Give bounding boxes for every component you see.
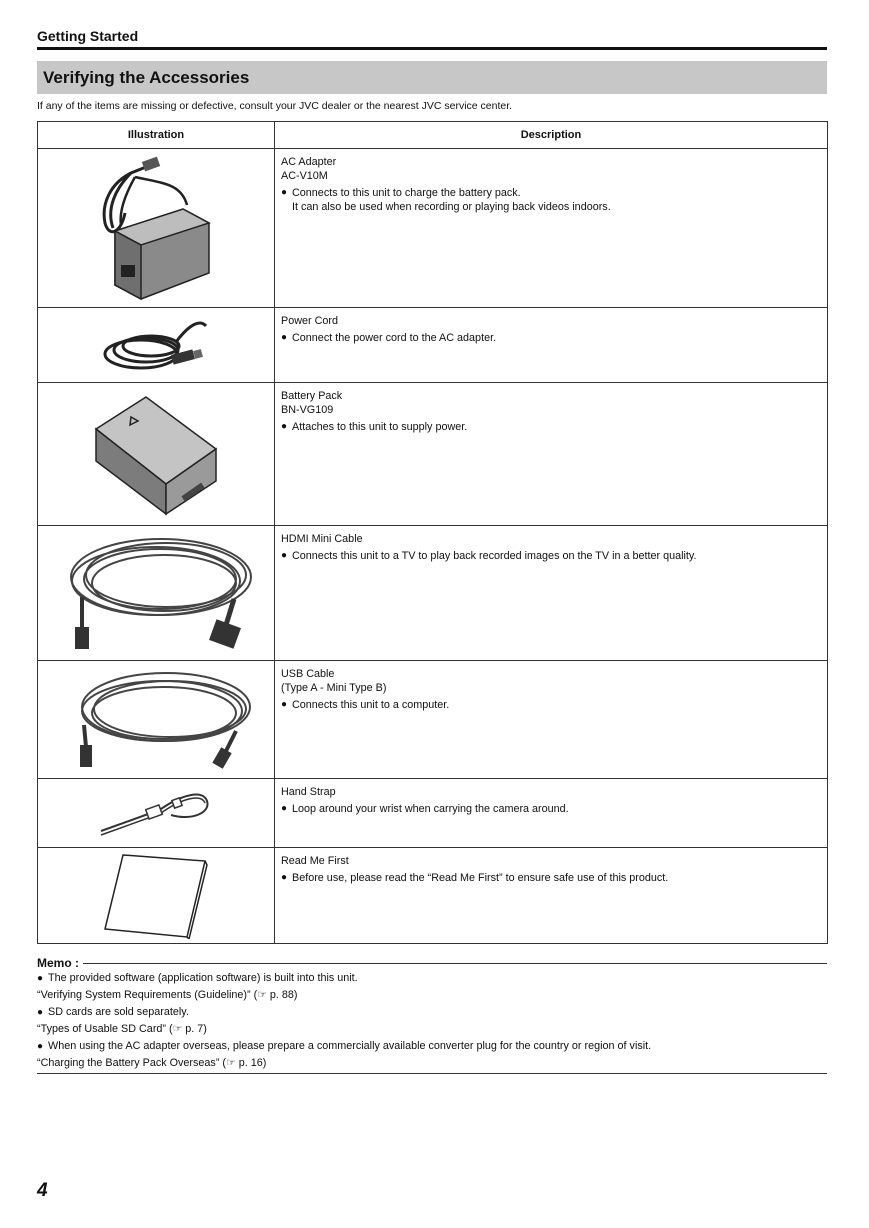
memo-bullet: SD cards are sold separately. bbox=[48, 1006, 189, 1018]
bullet-icon: ● bbox=[37, 1007, 44, 1018]
bullet-icon: ● bbox=[37, 973, 44, 984]
page-number: 4 bbox=[37, 1180, 48, 1201]
description-cell bbox=[275, 383, 828, 526]
table-row bbox=[38, 661, 828, 779]
booklet-icon bbox=[101, 853, 211, 939]
title-bar bbox=[37, 61, 827, 94]
item-extra: It can also be used when recording or playing back videos indoors. bbox=[292, 201, 611, 213]
item-name: Battery Pack bbox=[281, 390, 343, 402]
illustration-cell bbox=[38, 661, 275, 779]
table-row bbox=[38, 149, 828, 308]
item-bullet: Connect the power cord to the AC adapter. bbox=[292, 332, 497, 344]
item-model: BN-VG109 bbox=[281, 404, 334, 416]
item-bullet: Loop around your wrist when carrying the camera around. bbox=[292, 803, 569, 815]
bullet-item bbox=[281, 871, 821, 885]
description-cell bbox=[275, 526, 828, 661]
item-bullet: Attaches to this unit to supply power. bbox=[292, 421, 468, 433]
illustration-cell bbox=[38, 526, 275, 661]
intro-text: If any of the items are missing or defective, consult your JVC dealer or the nearest JVC service center. bbox=[37, 100, 513, 112]
bullet-item bbox=[281, 802, 821, 816]
item-bullet: Connects this unit to a computer. bbox=[292, 699, 450, 711]
illustration-cell bbox=[38, 383, 275, 526]
usb-cable-icon bbox=[56, 665, 256, 775]
page-title: Verifying the Accessories bbox=[43, 68, 250, 87]
item-bullet: Connects this unit to a TV to play back recorded images on the TV in a better quality. bbox=[292, 550, 697, 562]
memo-bullet: When using the AC adapter overseas, please prepare a commercially available converter plug for the country or region of visit. bbox=[48, 1040, 652, 1052]
item-name: HDMI Mini Cable bbox=[281, 533, 363, 545]
hdmi-cable-icon bbox=[56, 529, 256, 657]
bullet-item bbox=[281, 186, 821, 214]
item-model: AC-V10M bbox=[281, 170, 328, 182]
memo-bottom-rule bbox=[37, 1073, 827, 1074]
bullet-item bbox=[281, 698, 821, 712]
bullet-icon: ● bbox=[281, 803, 288, 814]
table-row bbox=[38, 779, 828, 848]
battery-pack-icon bbox=[86, 389, 226, 519]
description-cell bbox=[275, 308, 828, 383]
description-cell bbox=[275, 661, 828, 779]
table-row bbox=[38, 848, 828, 944]
description-cell bbox=[275, 149, 828, 308]
accessories-table bbox=[37, 121, 828, 944]
column-header-illustration: Illustration bbox=[38, 122, 275, 149]
column-header-description: Description bbox=[275, 122, 828, 149]
item-name: AC Adapter bbox=[281, 156, 337, 168]
memo-reference-link[interactable]: “Verifying System Requirements (Guideline)” (☞ p. 88) bbox=[37, 989, 298, 1001]
description-cell bbox=[275, 779, 828, 848]
table-header-row bbox=[38, 122, 828, 149]
bullet-icon: ● bbox=[281, 332, 288, 343]
table-row bbox=[38, 308, 828, 383]
illustration-cell bbox=[38, 149, 275, 308]
memo-item bbox=[37, 1038, 827, 1055]
bullet-item bbox=[281, 549, 821, 563]
bullet-icon: ● bbox=[281, 872, 288, 883]
illustration-cell bbox=[38, 308, 275, 383]
power-cord-icon bbox=[96, 312, 216, 378]
memo-reference-link[interactable]: “Types of Usable SD Card” (☞ p. 7) bbox=[37, 1023, 207, 1035]
item-name: Read Me First bbox=[281, 855, 349, 867]
bullet-icon: ● bbox=[281, 421, 288, 432]
table-row bbox=[38, 383, 828, 526]
item-model: (Type A - Mini Type B) bbox=[281, 682, 387, 694]
memo-rule bbox=[83, 963, 827, 964]
bullet-item bbox=[281, 331, 821, 345]
memo-item bbox=[37, 970, 827, 987]
memo-bullet: The provided software (application software) is built into this unit. bbox=[48, 972, 358, 984]
table-row bbox=[38, 526, 828, 661]
item-bullet: Before use, please read the “Read Me First” to ensure safe use of this product. bbox=[292, 872, 669, 884]
section-header: Getting Started bbox=[37, 28, 139, 44]
bullet-item bbox=[281, 420, 821, 434]
description-cell bbox=[275, 848, 828, 944]
item-name: Hand Strap bbox=[281, 786, 336, 798]
bullet-icon: ● bbox=[281, 187, 288, 198]
section-rule bbox=[37, 47, 827, 50]
memo-item bbox=[37, 1004, 827, 1021]
memo-title: Memo : bbox=[37, 956, 79, 970]
memo-box bbox=[37, 956, 827, 1074]
illustration-cell bbox=[38, 779, 275, 848]
item-bullet: Connects to this unit to charge the battery pack. bbox=[292, 187, 521, 199]
bullet-icon: ● bbox=[37, 1041, 44, 1052]
item-name: USB Cable bbox=[281, 668, 335, 680]
bullet-icon: ● bbox=[281, 699, 288, 710]
memo-header bbox=[37, 956, 827, 970]
bullet-icon: ● bbox=[281, 550, 288, 561]
hand-strap-icon bbox=[91, 785, 221, 841]
memo-reference-link[interactable]: “Charging the Battery Pack Overseas” (☞ p. 16) bbox=[37, 1057, 267, 1069]
illustration-cell bbox=[38, 848, 275, 944]
item-name: Power Cord bbox=[281, 315, 339, 327]
ac-adapter-icon bbox=[91, 153, 221, 303]
